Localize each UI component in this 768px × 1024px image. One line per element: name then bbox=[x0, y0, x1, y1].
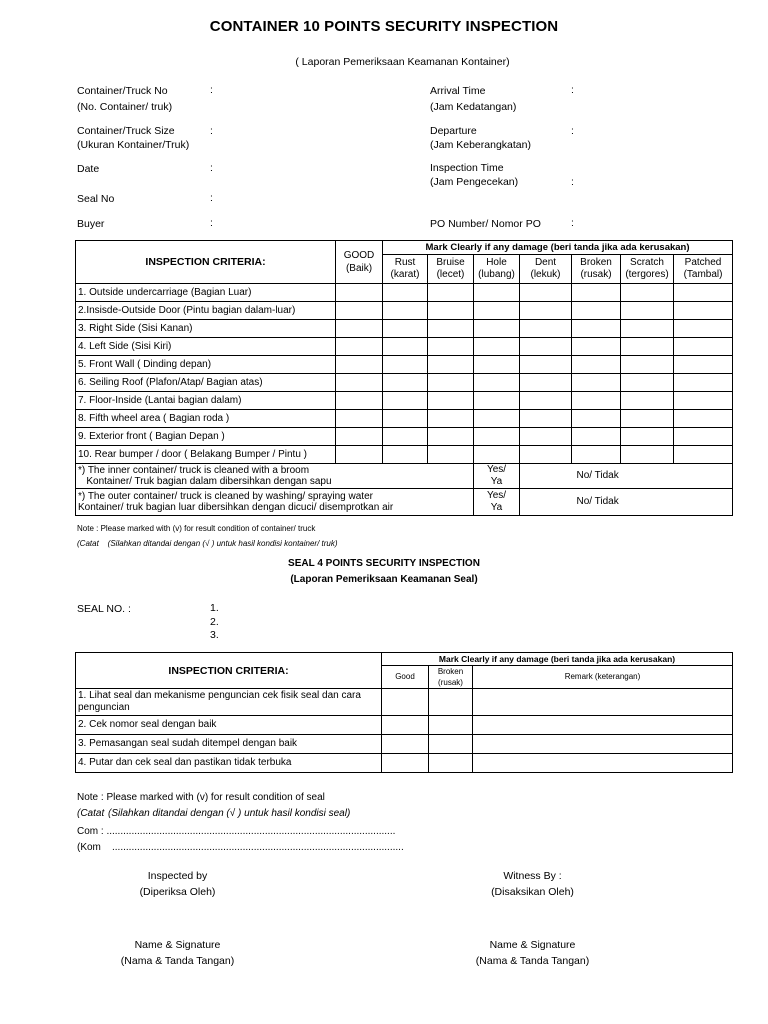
seal-no-label: Seal No bbox=[77, 193, 115, 205]
inspected-by-block: Inspected by (Diperiksa Oleh) bbox=[139, 870, 216, 898]
check-cell[interactable] bbox=[383, 446, 428, 464]
criteria-label: 9. Exterior front ( Bagian Depan ) bbox=[76, 428, 336, 446]
seal-check-cell[interactable] bbox=[473, 716, 733, 735]
criteria-label: 1. Outside undercarriage (Bagian Luar) bbox=[76, 284, 336, 302]
witness-by-block: Witness By : (Disaksikan Oleh) bbox=[491, 870, 574, 898]
check-cell[interactable] bbox=[520, 410, 572, 428]
clean-inner-no[interactable]: No/ Tidak bbox=[621, 464, 733, 489]
check-cell[interactable] bbox=[383, 302, 428, 320]
check-cell[interactable] bbox=[336, 320, 383, 338]
table-header-row bbox=[76, 241, 733, 255]
seal-mark-damage-header: Mark Clearly if any damage (beri tanda jika ada kerusakan) bbox=[382, 653, 733, 666]
check-cell[interactable] bbox=[336, 356, 383, 374]
table-row bbox=[76, 284, 733, 302]
table-row bbox=[76, 689, 733, 716]
criteria-label: 8. Fifth wheel area ( Bagian roda ) bbox=[76, 410, 336, 428]
criteria-label: 10. Rear bumper / door ( Belakang Bumper / Pintu ) bbox=[76, 446, 336, 464]
table-row bbox=[76, 446, 733, 464]
container-no-label: Container/Truck No (No. Container/ truk) bbox=[77, 85, 173, 113]
buyer-colon: : bbox=[210, 217, 213, 229]
check-cell[interactable] bbox=[520, 320, 572, 338]
seal-check-cell[interactable] bbox=[429, 716, 473, 735]
damage-col-header: Dent (lekuk) bbox=[520, 255, 572, 284]
date-label: Date bbox=[77, 163, 100, 175]
departure-colon: : bbox=[571, 125, 574, 137]
check-cell[interactable] bbox=[383, 320, 428, 338]
clean-outer-text: *) The outer container/ truck is cleaned by washing/ spraying water Kontainer/ truk bagian luar dibersihkan dengan dicuci/ disemprotkan air bbox=[76, 489, 474, 516]
witness-signature-block[interactable]: Name & Signature (Nama & Tanda Tangan) bbox=[475, 939, 590, 967]
seal-check-cell[interactable] bbox=[473, 735, 733, 754]
seal-criteria-label: 4. Putar dan cek seal dan pastikan tidak terbuka bbox=[76, 754, 382, 773]
check-cell[interactable] bbox=[621, 374, 674, 392]
check-cell[interactable] bbox=[520, 446, 572, 464]
clean-inner-yes[interactable]: Yes/ Ya bbox=[474, 464, 520, 489]
seal-check-cell[interactable] bbox=[429, 689, 473, 716]
seal-check-cell[interactable] bbox=[473, 754, 733, 773]
table-row bbox=[76, 716, 733, 735]
mark-damage-header: Mark Clearly if any damage (beri tanda jika ada kerusakan) bbox=[383, 241, 733, 255]
check-cell[interactable] bbox=[383, 374, 428, 392]
po-number-label: PO Number/ Nomor PO bbox=[430, 218, 541, 230]
departure-label: Departure (Jam Keberangkatan) bbox=[430, 125, 531, 151]
seal-no-list-label: SEAL NO. : bbox=[77, 603, 131, 615]
check-cell[interactable] bbox=[572, 284, 621, 302]
check-cell[interactable] bbox=[520, 428, 572, 446]
check-cell[interactable] bbox=[520, 338, 572, 356]
check-cell[interactable] bbox=[674, 284, 733, 302]
seal-no-item[interactable]: 2. bbox=[210, 615, 219, 628]
table-row bbox=[76, 754, 733, 773]
seal-inspection-table bbox=[75, 652, 733, 773]
page-subtitle: ( Laporan Pemeriksaan Keamanan Kontainer) bbox=[295, 56, 510, 68]
seal-check-cell[interactable] bbox=[429, 735, 473, 754]
check-cell[interactable] bbox=[572, 392, 621, 410]
check-cell[interactable] bbox=[383, 392, 428, 410]
damage-col-header: Bruise (lecet) bbox=[428, 255, 474, 284]
check-cell[interactable] bbox=[428, 338, 474, 356]
check-cell[interactable] bbox=[428, 392, 474, 410]
check-cell[interactable] bbox=[474, 374, 520, 392]
damage-col-header: Rust (karat) bbox=[383, 255, 428, 284]
check-cell[interactable] bbox=[674, 374, 733, 392]
seal-criteria-label: 3. Pemasangan seal sudah ditempel dengan baik bbox=[76, 735, 382, 754]
check-cell[interactable] bbox=[428, 374, 474, 392]
seal-good-header: Good bbox=[382, 666, 429, 689]
seal-criteria-label: 2. Cek nomor seal dengan baik bbox=[76, 716, 382, 735]
check-cell[interactable] bbox=[621, 338, 674, 356]
check-cell[interactable] bbox=[520, 302, 572, 320]
check-cell[interactable] bbox=[474, 446, 520, 464]
check-cell[interactable] bbox=[474, 356, 520, 374]
check-cell[interactable] bbox=[572, 374, 621, 392]
check-cell[interactable] bbox=[474, 320, 520, 338]
seal-check-cell[interactable] bbox=[429, 754, 473, 773]
damage-col-header: Patched (Tambal) bbox=[674, 255, 733, 284]
table-row bbox=[76, 356, 733, 374]
damage-col-header: Broken (rusak) bbox=[572, 255, 621, 284]
check-cell[interactable] bbox=[428, 428, 474, 446]
table-row bbox=[76, 735, 733, 754]
table-row bbox=[76, 374, 733, 392]
check-cell[interactable] bbox=[336, 392, 383, 410]
check-cell[interactable] bbox=[336, 446, 383, 464]
clean-inner-row bbox=[76, 464, 733, 489]
table-row bbox=[76, 410, 733, 428]
seal-no-colon: : bbox=[210, 192, 213, 204]
check-cell[interactable] bbox=[572, 428, 621, 446]
clean-outer-row bbox=[76, 489, 733, 516]
clean-outer-no[interactable]: No/ Tidak bbox=[621, 489, 733, 516]
seal-no-item[interactable]: 1. bbox=[210, 602, 219, 614]
check-cell[interactable] bbox=[336, 410, 383, 428]
check-cell[interactable] bbox=[474, 302, 520, 320]
check-cell[interactable] bbox=[474, 428, 520, 446]
check-cell[interactable] bbox=[621, 446, 674, 464]
check-cell[interactable] bbox=[572, 410, 621, 428]
check-cell[interactable] bbox=[621, 320, 674, 338]
seal-section-subtitle: (Laporan Pemeriksaan Keamanan Seal) bbox=[290, 574, 478, 585]
seal-remark-header: Remark (keterangan) bbox=[473, 666, 733, 689]
note-container-en: Note : Please marked with (v) for result condition of container/ truck bbox=[77, 524, 316, 533]
seal-check-cell[interactable] bbox=[382, 754, 429, 773]
check-cell[interactable] bbox=[674, 410, 733, 428]
check-cell[interactable] bbox=[621, 284, 674, 302]
check-cell[interactable] bbox=[383, 428, 428, 446]
check-cell[interactable] bbox=[428, 320, 474, 338]
criteria-label: 4. Left Side (Sisi Kiri) bbox=[76, 338, 336, 356]
clean-outer-yes[interactable]: Yes/ Ya bbox=[474, 489, 520, 516]
check-cell[interactable] bbox=[621, 356, 674, 374]
criteria-label: 2.Insisde-Outside Door (Pintu bagian dalam-luar) bbox=[76, 302, 336, 320]
check-cell[interactable] bbox=[674, 356, 733, 374]
seal-criteria-header: INSPECTION CRITERIA: bbox=[76, 653, 382, 689]
check-cell[interactable] bbox=[674, 428, 733, 446]
criteria-label: 5. Front Wall ( Dinding depan) bbox=[76, 356, 336, 374]
seal-broken-header: Broken (rusak) bbox=[429, 666, 473, 689]
buyer-label: Buyer bbox=[77, 218, 105, 230]
check-cell[interactable] bbox=[474, 392, 520, 410]
check-cell[interactable] bbox=[674, 338, 733, 356]
check-cell[interactable] bbox=[383, 338, 428, 356]
table-row bbox=[76, 428, 733, 446]
po-number-colon: : bbox=[571, 217, 574, 229]
check-cell[interactable] bbox=[336, 374, 383, 392]
check-cell[interactable] bbox=[383, 356, 428, 374]
note-seal-en: Note : Please marked with (v) for result condition of seal bbox=[77, 792, 325, 803]
check-cell[interactable] bbox=[428, 356, 474, 374]
check-cell[interactable] bbox=[572, 302, 621, 320]
table-row bbox=[76, 392, 733, 410]
check-cell[interactable] bbox=[336, 284, 383, 302]
note-seal-id: (Silahkan ditandai dengan (√ ) untuk hasil kondisi seal) bbox=[108, 808, 351, 819]
check-cell[interactable] bbox=[428, 284, 474, 302]
check-cell[interactable] bbox=[572, 320, 621, 338]
inspection-time-label: Inspection Time (Jam Pengecekan) bbox=[430, 162, 519, 188]
container-size-label: Container/Truck Size (Ukuran Kontainer/Truk) bbox=[77, 125, 190, 151]
check-cell[interactable] bbox=[428, 446, 474, 464]
check-cell[interactable] bbox=[336, 302, 383, 320]
page-title: CONTAINER 10 POINTS SECURITY INSPECTION bbox=[209, 18, 559, 35]
seal-criteria-label: 1. Lihat seal dan mekanisme penguncian cek fisik seal dan cara penguncian bbox=[76, 689, 382, 716]
seal-check-cell[interactable] bbox=[382, 716, 429, 735]
check-cell[interactable] bbox=[474, 410, 520, 428]
seal-check-cell[interactable] bbox=[473, 689, 733, 716]
note-seal-id-prefix: (Catat bbox=[77, 808, 105, 819]
check-cell[interactable] bbox=[428, 410, 474, 428]
inspection-time-colon: : bbox=[571, 176, 574, 188]
check-cell[interactable] bbox=[572, 446, 621, 464]
check-cell[interactable] bbox=[336, 428, 383, 446]
damage-col-header: Scratch (tergores) bbox=[621, 255, 674, 284]
check-cell[interactable] bbox=[572, 356, 621, 374]
check-cell[interactable] bbox=[674, 320, 733, 338]
note-container-id: (Catat (Silahkan ditandai dengan (√ ) untuk hasil kondisi kontainer/ truk) bbox=[77, 539, 338, 548]
seal-check-cell[interactable] bbox=[382, 735, 429, 754]
criteria-label: 6. Seiling Roof (Plafon/Atap/ Bagian atas) bbox=[76, 374, 336, 392]
check-cell[interactable] bbox=[674, 446, 733, 464]
check-cell[interactable] bbox=[383, 284, 428, 302]
check-cell[interactable] bbox=[336, 338, 383, 356]
table-row bbox=[76, 338, 733, 356]
check-cell[interactable] bbox=[674, 302, 733, 320]
seal-no-item[interactable]: 3. bbox=[210, 629, 219, 641]
seal-table-header-row bbox=[76, 653, 733, 666]
check-cell[interactable] bbox=[621, 302, 674, 320]
seal-section-title: SEAL 4 POINTS SECURITY INSPECTION bbox=[288, 558, 480, 569]
komentar-line[interactable]: (Kom ......................................................................................................... bbox=[77, 842, 404, 853]
damage-col-header: Hole (lubang) bbox=[474, 255, 520, 284]
check-cell[interactable] bbox=[383, 410, 428, 428]
arrival-colon: : bbox=[571, 84, 574, 96]
comment-line[interactable]: Com : ........................................................................................................ bbox=[77, 826, 396, 837]
check-cell[interactable] bbox=[520, 374, 572, 392]
arrival-label: Arrival Time (Jam Kedatangan) bbox=[430, 85, 517, 113]
seal-no-list bbox=[210, 602, 219, 643]
container-inspection-table bbox=[75, 240, 733, 516]
check-cell[interactable] bbox=[520, 356, 572, 374]
check-cell[interactable] bbox=[520, 392, 572, 410]
check-cell[interactable] bbox=[674, 392, 733, 410]
check-cell[interactable] bbox=[572, 338, 621, 356]
clean-inner-text: *) The inner container/ truck is cleaned with a broom Kontainer/ Truk bagian dalam dibersihkan dengan sapu bbox=[76, 464, 474, 489]
criteria-label: 7. Floor-Inside (Lantai bagian dalam) bbox=[76, 392, 336, 410]
check-cell[interactable] bbox=[520, 284, 572, 302]
check-cell[interactable] bbox=[621, 392, 674, 410]
table-row bbox=[76, 302, 733, 320]
date-colon: : bbox=[210, 162, 213, 174]
check-cell[interactable] bbox=[474, 284, 520, 302]
inspection-criteria-header: INSPECTION CRITERIA: bbox=[76, 241, 336, 284]
check-cell[interactable] bbox=[621, 410, 674, 428]
inspector-signature-block[interactable]: Name & Signature (Nama & Tanda Tangan) bbox=[120, 939, 235, 967]
check-cell[interactable] bbox=[428, 302, 474, 320]
container-size-colon: : bbox=[210, 125, 213, 137]
good-header: GOOD (Baik) bbox=[336, 241, 383, 284]
check-cell[interactable] bbox=[621, 428, 674, 446]
criteria-label: 3. Right Side (Sisi Kanan) bbox=[76, 320, 336, 338]
check-cell[interactable] bbox=[474, 338, 520, 356]
container-no-colon: : bbox=[210, 84, 213, 96]
table-row bbox=[76, 320, 733, 338]
seal-check-cell[interactable] bbox=[382, 689, 429, 716]
